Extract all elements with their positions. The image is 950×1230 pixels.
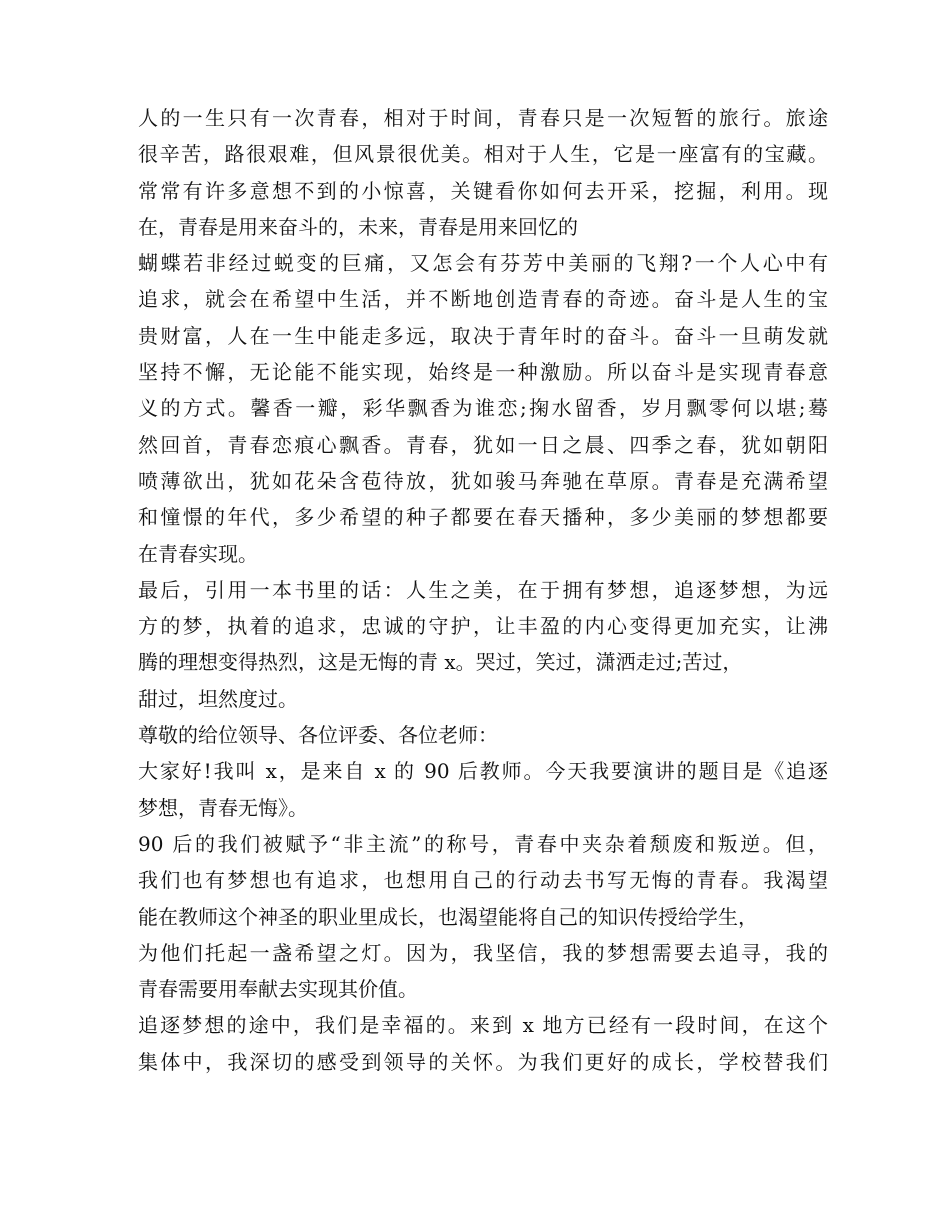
text-line: 在，青春是用来奋斗的，未来，青春是用来回忆的: [138, 214, 578, 239]
text-line: 青春需要用奉献去实现其价值。: [138, 977, 418, 1002]
text-line: 90 后的我们被赋予“非主流”的称号，青春中夹杂着颓废和叛逆。但，: [138, 831, 828, 856]
text-line: 我们也有梦想也有追求，也想用自己的行动去书写无悔的青春。我渴望: [138, 868, 828, 893]
text-line: 尊敬的给位领导、各位评委、各位老师：: [138, 723, 498, 748]
text-line: 在青春实现。: [138, 541, 258, 566]
text-line: 腾的理想变得热烈，这是无悔的青 x。哭过，笑过，潇洒走过;苦过，: [138, 650, 743, 675]
text-line: 义的方式。馨香一瓣，彩华飘香为谁恋;掬水留香，岁月飘零何以堪;蓦: [138, 396, 828, 421]
text-line: 常常有许多意想不到的小惊喜，关键看你如何去开采，挖掘，利用。现: [138, 178, 828, 203]
text-line: 梦想，青春无悔》。: [138, 795, 308, 820]
text-line: 能在教师这个神圣的职业里成长，也渴望能将自己的知识传授给学生，: [138, 904, 758, 929]
text-line: 为他们托起一盏希望之灯。因为，我坚信，我的梦想需要去追寻，我的: [138, 940, 828, 965]
text-line: 很辛苦，路很艰难，但风景很优美。相对于人生，它是一座富有的宝藏。: [138, 142, 828, 167]
text-line: 人的一生只有一次青春，相对于时间，青春只是一次短暂的旅行。旅途: [138, 106, 828, 130]
text-line: 甜过，坦然度过。: [138, 686, 298, 711]
text-line: 和憧憬的年代，多少希望的种子都要在春天播种，多少美丽的梦想都要: [138, 505, 828, 530]
text-line: 大家好!我叫 x，是来自 x 的 90 后教师。今天我要演讲的题目是《追逐: [138, 759, 828, 784]
text-line: 集体中，我深切的感受到领导的关怀。为我们更好的成长，学校替我们: [138, 1049, 828, 1074]
text-line: 喷薄欲出，犹如花朵含苞待放，犹如骏马奔驰在草原。青春是充满希望: [138, 468, 828, 493]
document-body: [138, 100, 828, 1080]
text-line: 贵财富，人在一生中能走多远，取决于青年时的奋斗。奋斗一旦萌发就: [138, 323, 828, 348]
text-line: 然回首，青春恋痕心飘香。青春，犹如一日之晨、四季之春，犹如朝阳: [138, 432, 828, 457]
text-line: 方的梦，执着的追求，忠诚的守护，让丰盈的内心变得更加充实，让沸: [138, 614, 828, 639]
text-line: 最后，引用一本书里的话：人生之美，在于拥有梦想，追逐梦想，为远: [138, 577, 828, 602]
text-line: 追逐梦想的途中，我们是幸福的。来到 x 地方已经有一段时间，在这个: [138, 1013, 828, 1038]
text-line: 追求，就会在希望中生活，并不断地创造青春的奇迹。奋斗是人生的宝: [138, 287, 828, 312]
text-line: 坚持不懈，无论能不能实现，始终是一种激励。所以奋斗是实现青春意: [138, 360, 828, 385]
text-line: 蝴蝶若非经过蜕变的巨痛，又怎会有芬芳中美丽的飞翔?一个人心中有: [138, 251, 828, 276]
